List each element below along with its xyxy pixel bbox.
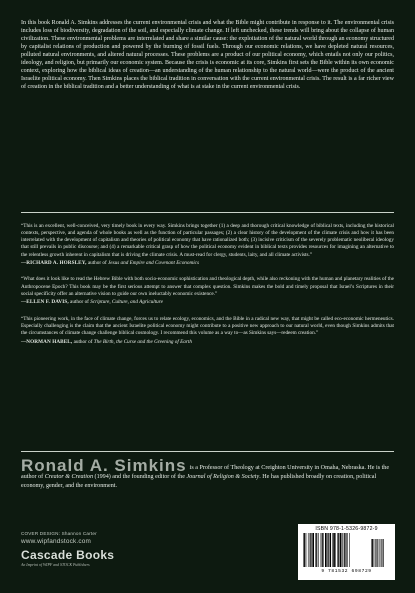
barcode-bars (301, 533, 392, 569)
author-bio (21, 456, 394, 492)
divider-top (21, 212, 394, 213)
author-book-title: Creator & Creation (44, 474, 94, 481)
author-name: Ronald A. Simkins (21, 456, 187, 475)
endorser-name: —ELLEN F. DAVIS, (21, 299, 69, 306)
endorser-title-prefix: author of (87, 260, 107, 267)
description-paragraph: In this book Ronald A. Simkins addresses the current environmental crisis and what the Bible might contribute in response to it. The environmental crisis includes loss of biodiversity, degradation of the soil, and especially climate change. If left unchecked, these trends will bring about the collapse of human civilization. These environmental problems are interrelated and share a similar cause: the exploitation of the natural world through an economy structured by capitalist relations of production and powered by the burning of fossil fuels. Through our economic relations, we have depleted natural resources, polluted natural environments, and altered natural processes. These problems are a product of our political economy, which entails not only our politics, ideology, and religion, but primarily our economic system. Because the crisis is economic at its core, Simkins first sets the Bible within its own economic context, exploring how the biblical ideas of creation—an understanding of the human relationship to the natural world—were the product of the ancient Israelite political economy. Then Simkins places the biblical tradition in conversation with the current environmental crisis. The result is a far richer view of creation in the biblical tradition and a better understanding of what is at stake in the current environmental crisis. (21, 20, 394, 90)
endorsement-habel (21, 316, 394, 346)
cover-design-credit: COVER DESIGN: Shannon Carter (21, 531, 97, 536)
publisher-url[interactable]: www.wipfandstock.com (21, 538, 92, 545)
book-description (21, 19, 394, 91)
endorsement-davis (21, 276, 394, 306)
author-journal-title: Journal of Religion & Society (186, 474, 260, 481)
endorsement-attribution (21, 339, 394, 346)
endorser-name: —RICHARD A. HORSLEY, (21, 260, 87, 267)
barcode-digits: 9 781532 698729 (321, 569, 372, 574)
endorser-title: The Birth, the Curse and the Greening of Earth (93, 338, 192, 345)
author-bio-text-2: (1994) and the founding editor of the (93, 474, 187, 481)
isbn-barcode (298, 524, 395, 580)
publisher-imprint: An Imprint of WIPF and STOCK Publishers (21, 563, 90, 567)
endorsement-horsley (21, 223, 394, 267)
author-bio-text-1: is a Professor of Theology at Creighton University in Omaha, Nebraska. He is the author of (21, 465, 390, 481)
divider-bottom (21, 451, 394, 452)
endorser-name: —NORMAN HABEL, (21, 338, 73, 345)
endorsements (21, 223, 394, 355)
author-bio-text-3: . He has published broadly on creation, political economy, gender, and the environment. (21, 474, 377, 490)
endorsement-text: “This is an excellent, well-conceived, very timely book in every way. Simkins brings together (1) a deep and thorough critical knowledge of biblical texts, including the historical contexts, perspective, and agenda of whole books as well as the function of particular passages; (2) a clear history of the development of the climate crisis and how it has been interrelated with the development of capitalism and theories of political economy that have rationalized both; (3) incisive criticism of the severely problematic neoliberal ideology that still prevails in public discourse; and (4) a remarkable critical grasp of how the political economy evident in biblical texts provides resources for imagining an alternative to the relentless growth inherent in capitalism that is driving the climate crisis. A must-read for clergy, students, laity, and all climate activists.” (21, 223, 394, 258)
endorsement-attribution (21, 260, 394, 267)
endorsement-text: “What does it look like to read the Hebrew Bible with both socio-economic sophistication and theological depth, while also reckoning with the human and planetary realities of the Anthropocene Epoch? This book may be the first serious attempt to answer that complex question. Simkins makes the bold and timely proposal that Israel’s Scriptures in their social specificity offer an alternative vision to guide our own ineluctably economic existence.” (21, 276, 394, 297)
endorser-title: Jesus and Empire and Covenant Economics (107, 260, 199, 267)
publisher-logo: Cascade Books (21, 548, 115, 562)
endorser-title-prefix: author of (70, 299, 89, 306)
endorsement-attribution (21, 299, 394, 306)
endorser-title: Scripture, Culture, and Agriculture (90, 299, 163, 306)
endorsement-text: “This pioneering work, in the face of climate change, forces us to relate ecology, economics, and the Bible in a radical new way, that might be called eco-economic hermeneutics. Especially challenging is the claim that the ancient Israelite political economy might contribute to a positive new approach to our natural world, even though Simkins admits that the circumstances of climate change challenge biblical cosmology. I recommend this volume as a way to—as Simkins says—redeem creation.” (21, 315, 394, 336)
endorser-title-prefix: author of (73, 338, 93, 345)
isbn-label: ISBN 978-1-5326-9872-9 (315, 526, 378, 532)
